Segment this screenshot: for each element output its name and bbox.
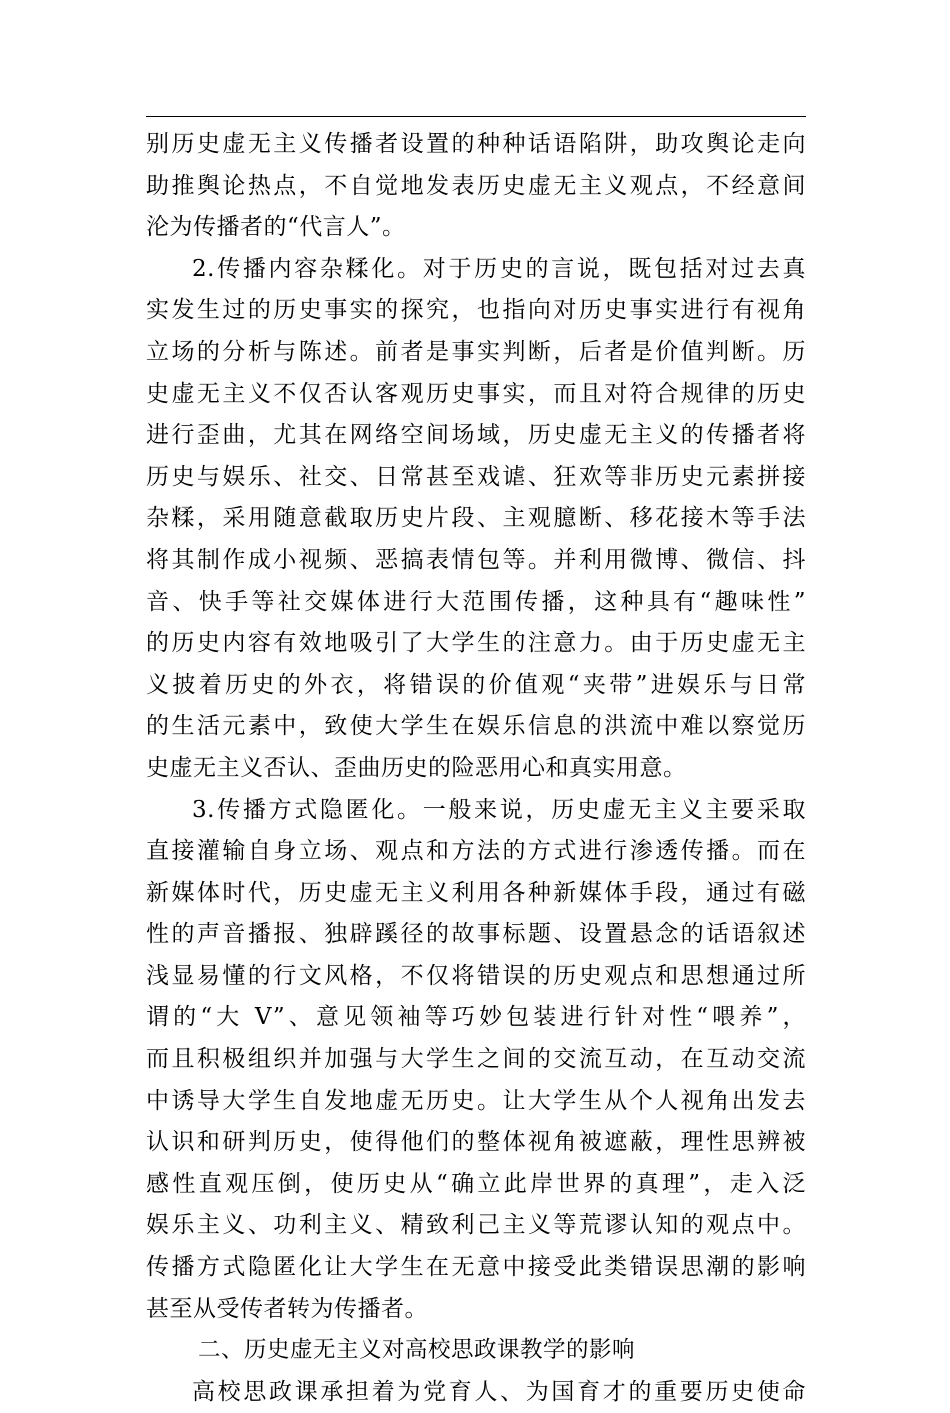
- text-line: 进行歪曲，尤其在网络空间场域，历史虚无主义的传播者将: [146, 422, 806, 449]
- text-line: 历史与娱乐、社交、日常甚至戏谑、狂欢等非历史元素拼接: [146, 463, 806, 490]
- text-line: 实发生过的历史事实的探究，也指向对历史事实进行有视角: [146, 297, 806, 324]
- text-line: 别历史虚无主义传播者设置的种种话语陷阱，助攻舆论走向: [146, 131, 806, 157]
- text-line: 传播方式隐匿化让大学生在无意中接受此类错误思潮的影响: [146, 1254, 806, 1281]
- text-line: 娱乐主义、功利主义、精致利己主义等荒谬认知的观点中。: [146, 1212, 806, 1239]
- text-line: 谓的“大 V”、意见领袖等巧妙包装进行针对性“喂养”，: [146, 1004, 806, 1031]
- text-line: 杂糅，采用随意截取历史片段、主观臆断、移花接木等手法: [146, 505, 806, 532]
- text-line: 史虚无主义不仅否认客观历史事实，而且对符合规律的历史: [146, 380, 806, 407]
- text-line: 2.传播内容杂糅化。对于历史的言说，既包括对过去真: [192, 255, 806, 282]
- text-line: 的生活元素中，致使大学生在娱乐信息的洪流中难以察觉历: [146, 713, 806, 740]
- text-line: 浅显易懂的行文风格，不仅将错误的历史观点和思想通过所: [146, 962, 806, 989]
- text-line: 认识和研判历史，使得他们的整体视角被遮蔽，理性思辨被: [146, 1129, 806, 1156]
- text-line: 立场的分析与陈述。前者是事实判断，后者是价值判断。历: [146, 338, 806, 365]
- text-line: 音、快手等社交媒体进行大范围传播，这种具有“趣味性”: [146, 588, 806, 615]
- text-line: 沦为传播者的“代言人”。: [146, 214, 406, 241]
- text-line: 感性直观压倒，使历史从“确立此岸世界的真理”，走入泛: [146, 1170, 806, 1197]
- section-heading: 二、历史虚无主义对高校思政课教学的影响: [198, 1337, 636, 1364]
- text-line: 助推舆论热点，不自觉地发表历史虚无主义观点，不经意间: [146, 172, 806, 199]
- text-line: 甚至从受传者转为传播者。: [146, 1295, 428, 1322]
- text-line: 义披着历史的外衣，将错误的价值观“夹带”进娱乐与日常: [146, 671, 806, 698]
- text-line: 直接灌输自身立场、观点和方法的方式进行渗透传播。而在: [146, 838, 806, 865]
- text-line: 新媒体时代，历史虚无主义利用各种新媒体手段，通过有磁: [146, 879, 806, 906]
- header-rule: [146, 116, 806, 117]
- text-line: 将其制作成小视频、恶搞表情包等。并利用微博、微信、抖: [146, 546, 806, 573]
- text-line: 高校思政课承担着为党育人、为国育才的重要历史使命: [192, 1378, 806, 1405]
- body-text: [146, 124, 806, 1413]
- text-line: 史虚无主义否认、歪曲历史的险恶用心和真实用意。: [146, 754, 687, 781]
- text-line: 3.传播方式隐匿化。一般来说，历史虚无主义主要采取: [192, 796, 806, 823]
- text-line: 中诱导大学生自发地虚无历史。让大学生从个人视角出发去: [146, 1087, 806, 1114]
- text-line: 的历史内容有效地吸引了大学生的注意力。由于历史虚无主: [146, 630, 806, 657]
- text-line: 而且积极组织并加强与大学生之间的交流互动，在互动交流: [146, 1046, 806, 1073]
- text-line: 性的声音播报、独辟蹊径的故事标题、设置悬念的话语叙述: [146, 921, 806, 948]
